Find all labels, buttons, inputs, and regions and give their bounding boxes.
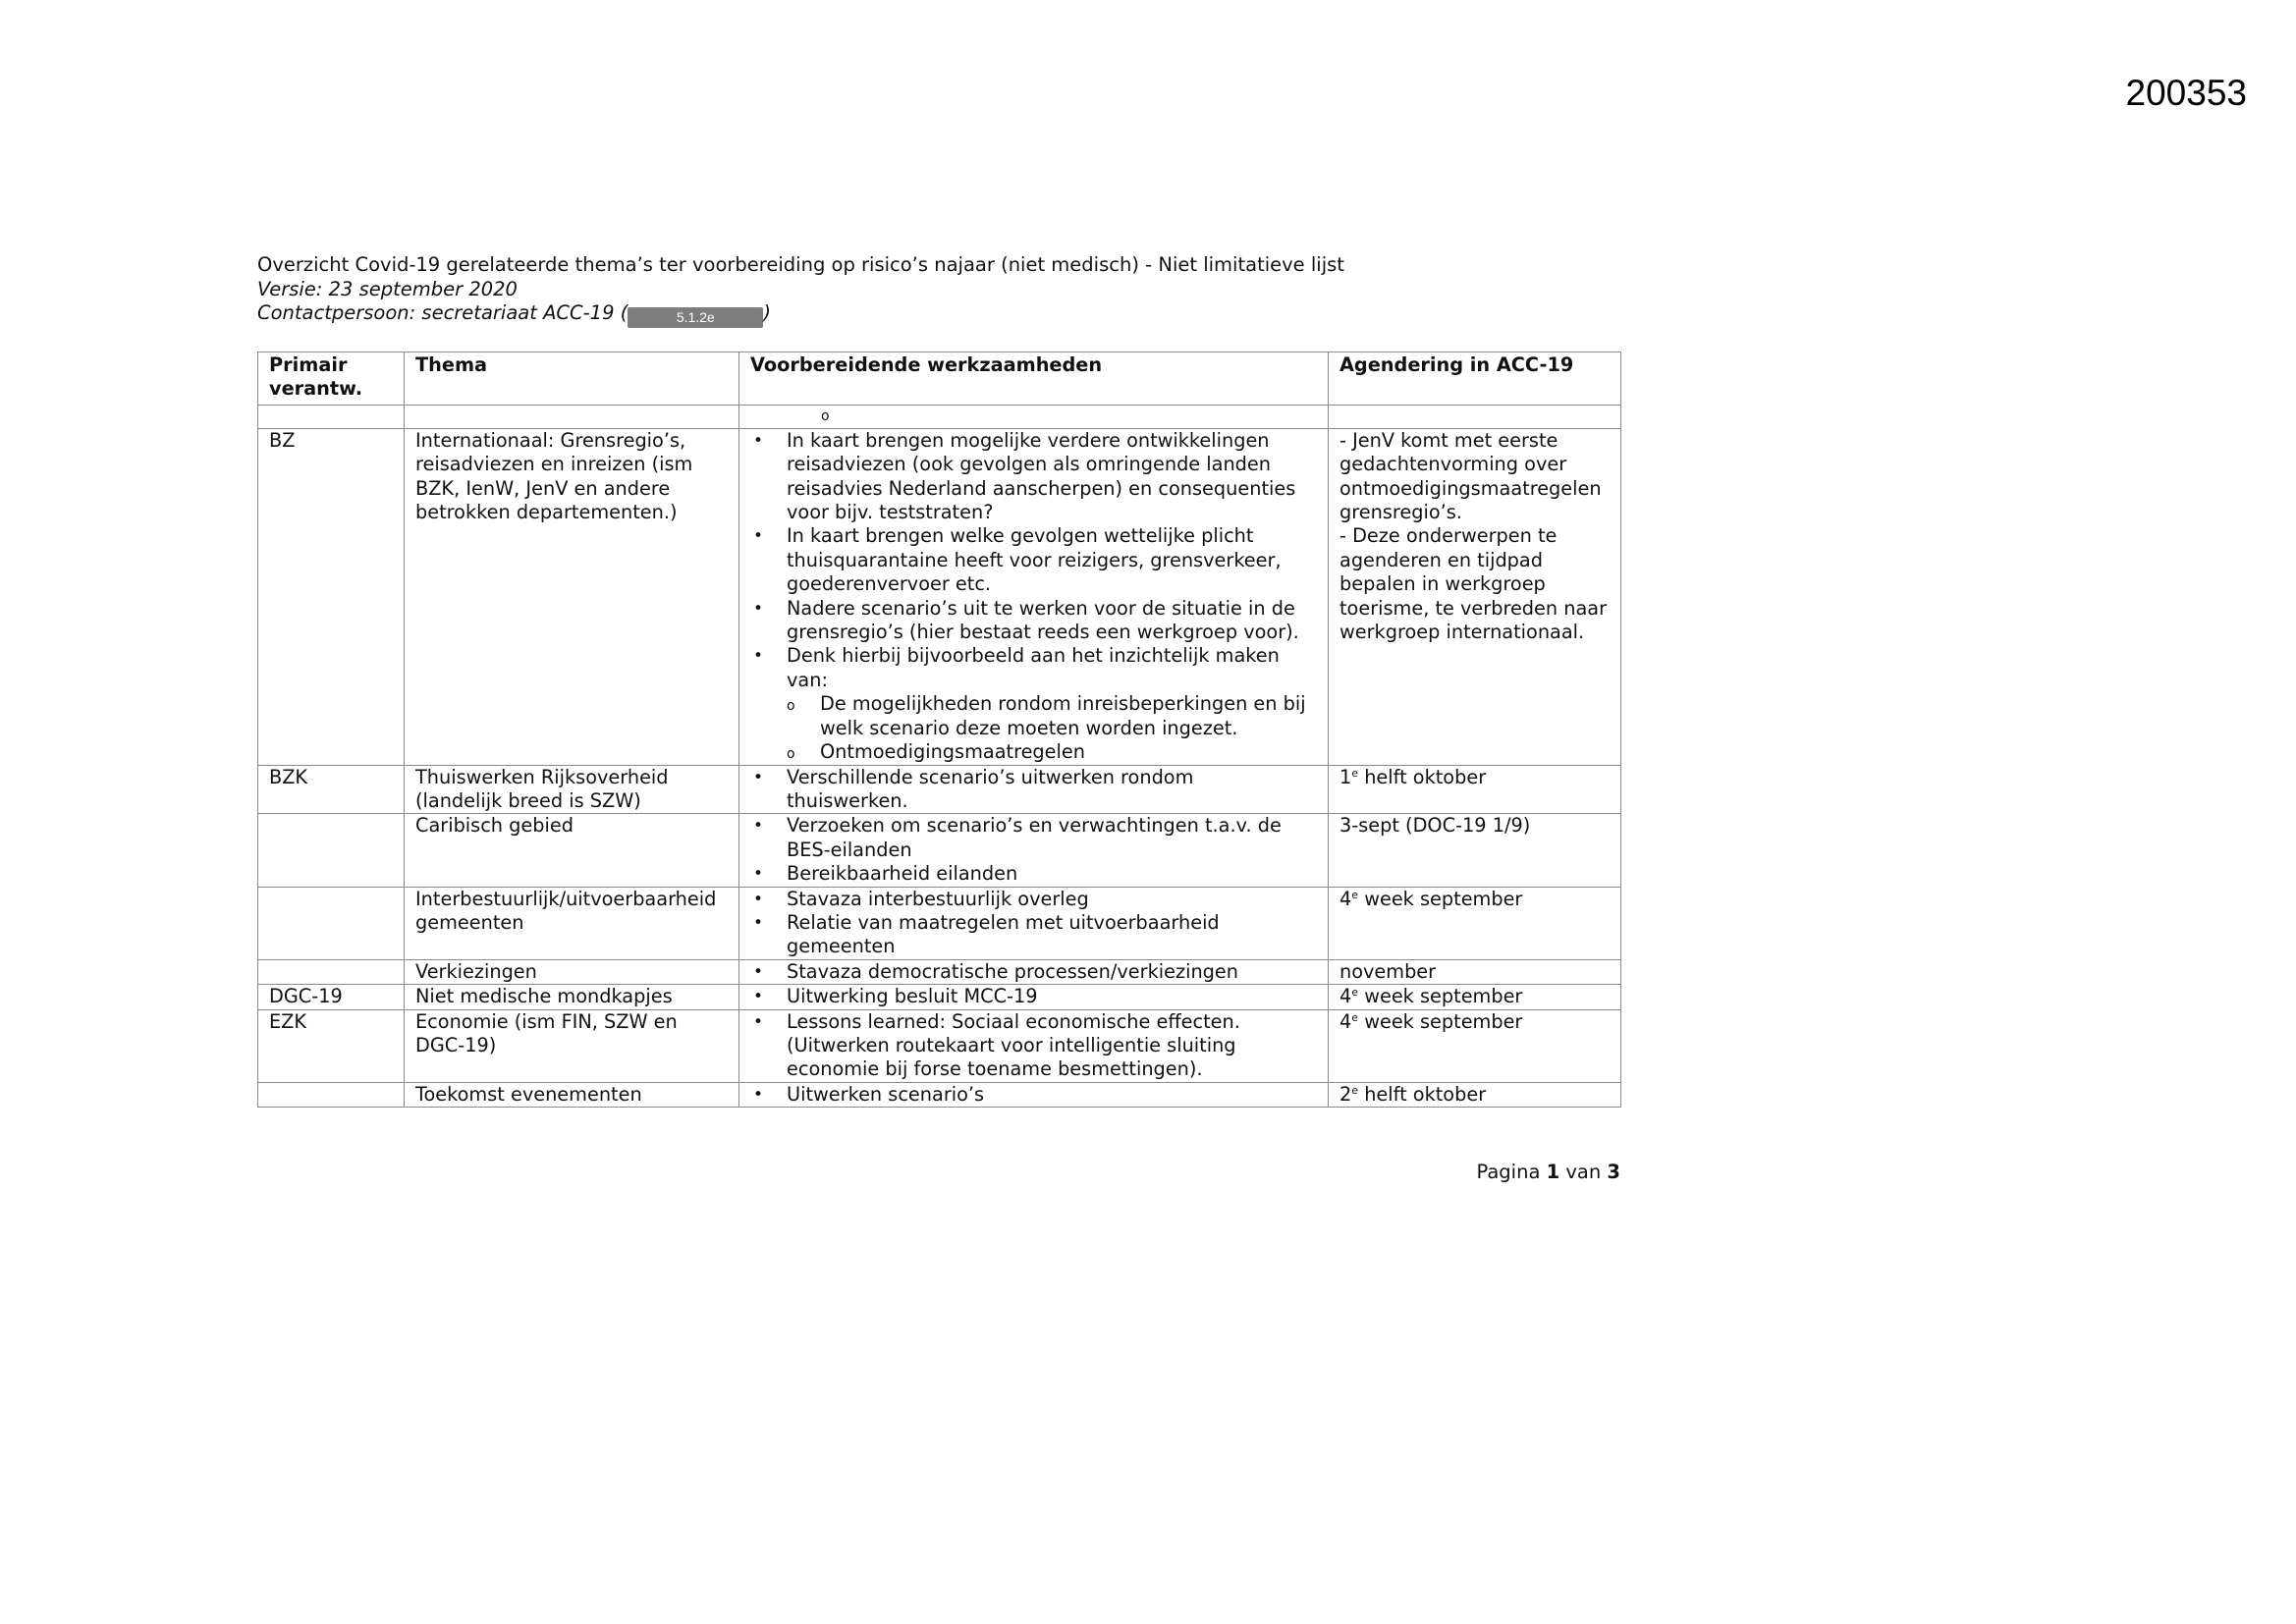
table-row — [258, 1082, 1621, 1107]
ordinal-suffix: e — [1351, 986, 1359, 1000]
themes-table — [257, 352, 1621, 1108]
bullet-list — [750, 814, 1320, 886]
list-item: • Denk hierbij bijvoorbeeld aan het inzichtelijk maken van: — [787, 644, 1320, 692]
list-item: • Lessons learned: Sociaal economische effecten. (Uitwerken routekaart voor intelligentie sluiting economie bij forse toename besmettingen). — [787, 1010, 1320, 1082]
table-cell — [405, 405, 739, 428]
table-cell — [739, 405, 1329, 428]
table-cell — [1329, 405, 1621, 428]
agendering-number: 2 — [1339, 1082, 1352, 1106]
sub-list-item: o De mogelijkheden rondom inreisbeperkingen en bij welk scenario deze moeten worden ingezet. — [820, 692, 1320, 740]
thema-cell: Verkiezingen — [405, 959, 739, 984]
primair-cell: BZ — [258, 428, 405, 765]
agendering-number: 4 — [1339, 887, 1352, 910]
footer-prefix: Pagina — [1476, 1161, 1547, 1183]
agendering-cell: november — [1329, 959, 1621, 984]
agendering-cell — [1329, 765, 1621, 814]
document-number: 200353 — [2125, 73, 2247, 113]
footer-middle: van — [1559, 1161, 1608, 1183]
agendering-number: 1 — [1339, 765, 1352, 788]
table-cell — [258, 405, 405, 428]
list-item: • Stavaza democratische processen/verkiezingen — [787, 960, 1320, 984]
table-row-empty — [258, 405, 1621, 428]
voorbereidend-cell — [739, 887, 1329, 959]
thema-cell: Economie (ism FIN, SZW en DGC-19) — [405, 1009, 739, 1082]
document-title: Overzicht Covid-19 gerelateerde thema’s ter voorbereiding op risico’s najaar (niet medisch) - Niet limitatieve lijst — [257, 253, 1344, 276]
primair-cell: DGC-19 — [258, 985, 405, 1009]
agendering-cell — [1329, 1009, 1621, 1082]
voorbereidend-cell — [739, 765, 1329, 814]
contact-suffix: ) — [763, 301, 771, 324]
voorbereidend-cell — [739, 1009, 1329, 1082]
document-header — [257, 253, 1344, 328]
agendering-cell — [1329, 985, 1621, 1009]
ordinal-suffix: e — [1351, 888, 1359, 901]
thema-cell: Thuiswerken Rijksoverheid (landelijk breed is SZW) — [405, 765, 739, 814]
agendering-text: helft oktober — [1358, 1082, 1487, 1106]
voorbereidend-cell — [739, 959, 1329, 984]
list-item: • Verschillende scenario’s uitwerken rondom thuiswerken. — [787, 766, 1320, 814]
voorbereidend-cell — [739, 428, 1329, 765]
table-header-row — [258, 352, 1621, 406]
version-line: Versie: 23 september 2020 — [257, 277, 518, 300]
voorbereidend-cell — [739, 1082, 1329, 1107]
table-row — [258, 1009, 1621, 1082]
voorbereidend-cell — [739, 814, 1329, 887]
total-pages: 3 — [1607, 1161, 1620, 1183]
table-row — [258, 985, 1621, 1009]
thema-cell: Niet medische mondkapjes — [405, 985, 739, 1009]
table-row — [258, 428, 1621, 765]
agendering-text: week september — [1358, 985, 1523, 1008]
agendering-text: helft oktober — [1358, 765, 1487, 788]
contact-prefix: Contactpersoon: secretariaat ACC-19 ( — [257, 301, 629, 324]
list-item: • Uitwerken scenario’s — [787, 1083, 1320, 1107]
ordinal-suffix: e — [1351, 1083, 1359, 1097]
list-item: • Stavaza interbestuurlijk overleg — [787, 888, 1320, 911]
list-item: • Relatie van maatregelen met uitvoerbaarheid gemeenten — [787, 911, 1320, 959]
bullet-list — [750, 888, 1320, 959]
header-voorbereidend: Voorbereidende werkzaamheden — [739, 352, 1329, 406]
list-item: • In kaart brengen welke gevolgen wettelijke plicht thuisquarantaine heeft voor reizigers, grensverkeer, goederenvervoer etc. — [787, 524, 1320, 596]
page-footer — [1476, 1161, 1620, 1183]
agendering-text: week september — [1358, 1009, 1523, 1033]
agendering-cell: 3-sept (DOC-19 1/9) — [1329, 814, 1621, 887]
table-row — [258, 814, 1621, 887]
sub-list-item: o Ontmoedigingsmaatregelen — [820, 740, 1320, 764]
bullet-list — [750, 1010, 1320, 1082]
agendering-number: 4 — [1339, 1009, 1352, 1033]
bullet-list — [750, 429, 1320, 692]
agendering-number: 4 — [1339, 985, 1352, 1008]
agendering-text: week september — [1358, 887, 1523, 910]
voorbereidend-cell — [739, 985, 1329, 1009]
thema-cell: Interbestuurlijk/uitvoerbaarheid gemeenten — [405, 887, 739, 959]
agendering-note: - Deze onderwerpen te agenderen en tijdpad bepalen in werkgroep toerisme, te verbreden naar werkgroep internationaal. — [1339, 524, 1608, 644]
bullet-list — [750, 985, 1320, 1008]
table-row — [258, 765, 1621, 814]
list-item: • Uitwerking besluit MCC-19 — [787, 985, 1320, 1008]
agendering-note: - JenV komt met eerste gedachtenvorming over ontmoedigingsmaatregelen grensregio’s. — [1339, 428, 1602, 524]
agendering-cell — [1329, 887, 1621, 959]
primair-cell — [258, 887, 405, 959]
ordinal-suffix: e — [1351, 1010, 1359, 1024]
bullet-list — [750, 1083, 1320, 1107]
bullet-list — [750, 766, 1320, 814]
primair-cell: EZK — [258, 1009, 405, 1082]
current-page: 1 — [1546, 1161, 1560, 1183]
thema-cell: Internationaal: Grensregio’s, reisadviezen en inreizen (ism BZK, IenW, JenV en andere betrokken departementen.) — [405, 428, 739, 765]
agendering-cell — [1329, 1082, 1621, 1107]
list-item: • Bereikbaarheid eilanden — [787, 862, 1320, 886]
thema-cell: Toekomst evenementen — [405, 1082, 739, 1107]
list-item: • Nadere scenario’s uit te werken voor de situatie in de grensregio’s (hier bestaat reeds een werkgroep voor). — [787, 597, 1320, 645]
thema-cell: Caribisch gebied — [405, 814, 739, 887]
contact-line — [257, 301, 1344, 328]
bullet-list — [750, 960, 1320, 984]
empty-sub-bullet: o — [821, 407, 830, 424]
header-thema: Thema — [405, 352, 739, 406]
header-agendering: Agendering in ACC-19 — [1329, 352, 1621, 406]
sub-bullet-list — [750, 692, 1320, 764]
primair-cell — [258, 1082, 405, 1107]
primair-cell: BZK — [258, 765, 405, 814]
list-item: • Verzoeken om scenario’s en verwachtingen t.a.v. de BES-eilanden — [787, 814, 1320, 862]
primair-cell — [258, 959, 405, 984]
primair-cell — [258, 814, 405, 887]
table-row — [258, 959, 1621, 984]
redaction-box: 5.1.2e — [628, 307, 763, 328]
ordinal-suffix: e — [1351, 766, 1359, 780]
header-primair: Primair verantw. — [258, 352, 405, 406]
agendering-cell — [1329, 428, 1621, 765]
table-row — [258, 887, 1621, 959]
list-item: • In kaart brengen mogelijke verdere ontwikkelingen reisadviezen (ook gevolgen als omringende landen reisadvies Nederland aanscherpen) en consequenties voor bijv. teststraten? — [787, 429, 1320, 525]
